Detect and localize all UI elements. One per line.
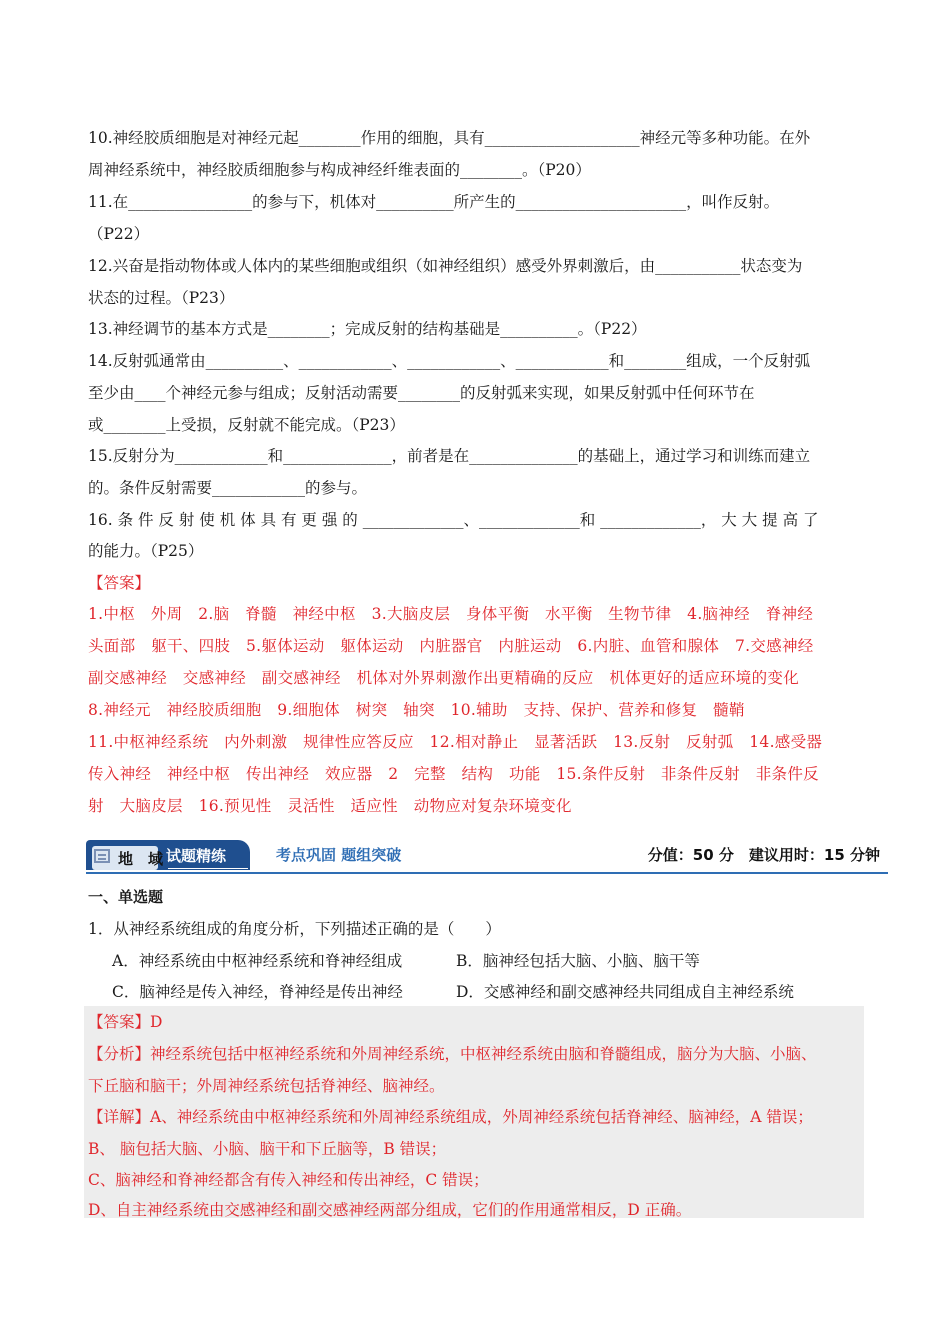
question-line: 14.反射弧通常由__________、____________、____________、____________和________组成，一个反射弧 [88,352,811,370]
banner-underline [168,868,248,869]
answer-line: 头面部 躯干、四肢 5.躯体运动 躯体运动 内脏器官 内脏运动 6.内脏、血管和腺体 7.交感神经 [88,637,814,655]
question-line: 11.在________________的参与下，机体对__________所产生的______________________，叫作反射。 [88,193,780,211]
answer-line: 11.中枢神经系统 内外刺激 规律性应答反应 12.相对静止 显著活跃 13.反射 反射弧 14.感受器 [88,733,823,751]
banner-tab-title: 试题精练 [166,847,227,865]
answer-line: 射 大脑皮层 16.预见性 灵活性 适应性 动物应对复杂环境变化 [88,797,572,815]
answer-line: 8.神经元 神经胶质细胞 9.细胞体 树突 轴突 10.辅助 支持、保护、营养和修复 髓鞘 [88,701,745,719]
question-line: 13.神经调节的基本方式是________；完成反射的结构基础是__________。（P22） [88,320,647,338]
question-line: 的能力。（P25） [88,542,204,560]
answer-line: 1.中枢 外周 2.脑 脊髓 神经中枢 3.大脑皮层 身体平衡 水平衡 生物节律 4.脑神经 脊神经 [88,605,814,623]
section-title: 一、单选题 [88,888,164,906]
question-line: 15.反射分为____________和______________，前者是在______________的基础上，通过学习和训练而建立 [88,447,811,465]
option-c: C．脑神经是传入神经，脊神经是传出神经 [112,983,403,1001]
option-d: D．交感神经和副交感神经共同组成自主神经系统 [456,983,794,1001]
banner-tab-label: 地 域 [118,850,164,868]
banner-divider [86,872,888,874]
solution-line: 【分析】神经系统包括中枢神经系统和外周神经系统，中枢神经系统由脑和脊髓组成，脑分为大脑、小脑、 [88,1045,817,1063]
question-line: 至少由____个神经元参与组成；反射活动需要________的反射弧来实现，如果反射弧中任何环节在 [88,384,755,402]
question-line: 的。条件反射需要____________的参与。 [88,479,368,497]
banner-subtitle: 考点巩固 题组突破 [276,846,402,864]
solution-answer: 【答案】D [88,1013,163,1031]
question-stem: 1．从神经系统组成的角度分析，下列描述正确的是（ ） [88,920,501,938]
answer-heading: 【答案】 [88,574,151,592]
section-banner [86,838,888,874]
question-line: 或________上受损，反射就不能完成。（P23） [88,416,405,434]
answer-line: 传入神经 神经中枢 传出神经 效应器 2 完整 结构 功能 15.条件反射 非条件反射 非条件反 [88,765,819,783]
solution-line: B、 脑包括大脑、小脑、脑干和下丘脑等，B 错误； [88,1140,447,1158]
solution-line: 下丘脑和脑干；外周神经系统包括脊神经、脑神经。 [88,1077,445,1095]
question-line: 状态的过程。（P23） [88,289,235,307]
solution-line: C、脑神经和脊神经都含有传入神经和传出神经，C 错误； [88,1171,489,1189]
option-a: A．神经系统由中枢神经系统和脊神经组成 [112,952,403,970]
option-b: B．脑神经包括大脑、小脑、脑干等 [456,952,700,970]
document-icon [94,849,110,863]
question-line: 12.兴奋是指动物体或人体内的某些细胞或组织（如神经组织）感受外界刺激后，由___________状态变为 [88,257,803,275]
question-line: （P22） [88,225,150,243]
question-line: 10.神经胶质细胞是对神经元起________作用的细胞，具有____________________神经元等多种功能。在外 [88,129,811,147]
solution-line: D、自主神经系统由交感神经和副交感神经两部分组成，它们的作用通常相反，D 正确。 [88,1201,692,1219]
question-line: 周神经系统中，神经胶质细胞参与构成神经纤维表面的________。（P20） [88,161,591,179]
question-line: 16. 条 件 反 射 使 机 体 具 有 更 强 的 _____________、_____________和 _____________， 大 大 提 高 了 [88,511,819,529]
answer-line: 副交感神经 交感神经 副交感神经 机体对外界刺激作出更精确的反应 机体更好的适应环境的变化 [88,669,800,687]
solution-line: 【详解】A、神经系统由中枢神经系统和外周神经系统组成，外周神经系统包括脊神经、脑神经，A 错误； [88,1108,813,1126]
score-time-info: 分值：50 分 建议用时：15 分钟 [647,846,880,864]
